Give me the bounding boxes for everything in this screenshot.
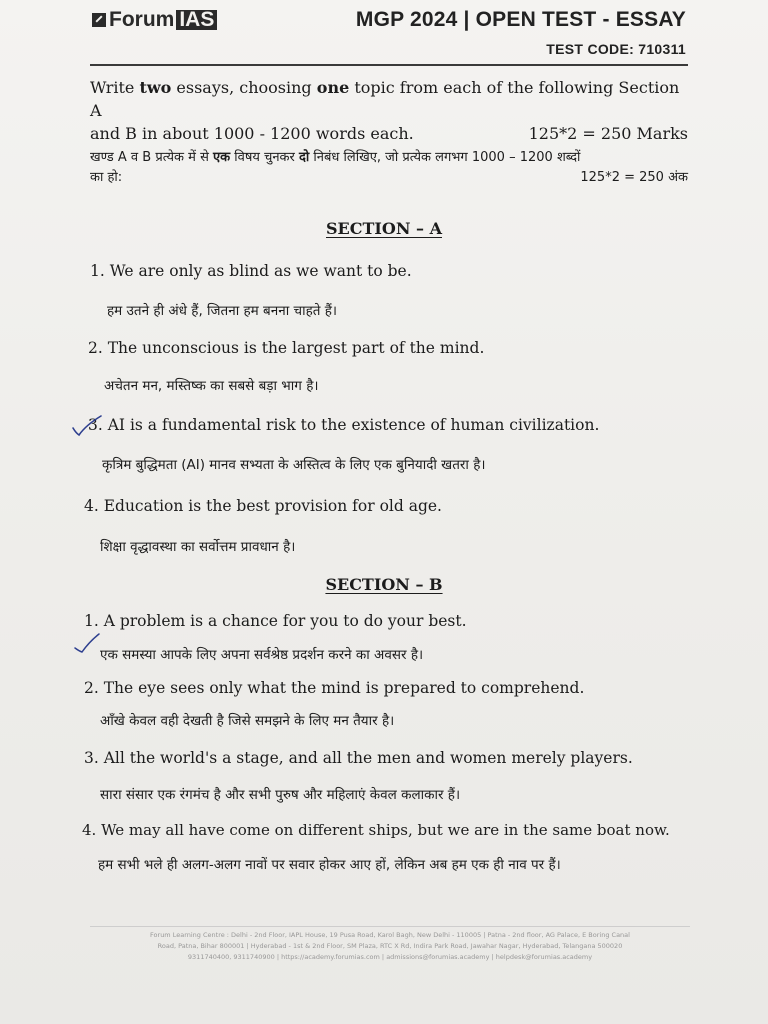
footer-contact-info — [90, 926, 690, 963]
instr-text: खण्ड A व B प्रत्येक में से — [90, 150, 213, 165]
instr-emphasis-one: one — [316, 78, 350, 97]
instructions-hindi — [90, 148, 688, 188]
section-a-question-3: 3. AI is a fundamental risk to the existence of human civilization. — [88, 416, 600, 434]
section-a-heading: SECTION – A — [326, 219, 442, 238]
section-b-question-2-hindi: आँखे केवल वही देखती है जिसे समझने के लिए मन तैयार है। — [100, 713, 395, 729]
logo-text: Forum — [109, 8, 175, 31]
instr-emphasis-ek: एक — [212, 150, 231, 165]
arrow-logo-icon — [92, 13, 106, 27]
marks-hindi: 125*2 = 250 अंक — [580, 170, 688, 185]
instr-text: topic from each of the following Section A — [90, 78, 680, 120]
section-b-question-4: 4. We may all have come on different ships, but we are in the same boat now. — [82, 821, 670, 839]
instr-text: निबंध लिखिए, जो प्रत्येक लगभग 1000 – 1200 शब्दों — [309, 150, 581, 165]
section-b-question-4-hindi: हम सभी भले ही अलग-अलग नावों पर सवार होकर आए हों, लेकिन अब हम एक ही नाव पर हैं। — [98, 857, 561, 873]
instr-emphasis-do: दो — [299, 150, 310, 165]
instr-text: विषय चुनकर — [230, 150, 299, 165]
instr-text: का हो: — [90, 170, 123, 185]
instr-text: and B in about 1000 - 1200 words each. — [90, 124, 414, 143]
section-a-question-4: 4. Education is the best provision for old age. — [84, 497, 442, 515]
section-a-question-2-hindi: अचेतन मन, मस्तिष्क का सबसे बड़ा भाग है। — [104, 378, 319, 394]
marks-english: 125*2 = 250 Marks — [528, 124, 688, 143]
exam-title: MGP 2024 | OPEN TEST - ESSAY — [355, 8, 686, 31]
section-a-question-4-hindi: शिक्षा वृद्धावस्था का सर्वोत्तम प्रावधान है। — [100, 539, 296, 555]
section-b-question-1-hindi: एक समस्या आपके लिए अपना सर्वश्रेष्ठ प्रदर्शन करने का अवसर है। — [100, 647, 424, 663]
instructions-hindi-line-2 — [90, 168, 688, 188]
instr-emphasis-two: two — [139, 78, 172, 97]
pen-tick-mark-icon — [70, 413, 104, 439]
section-b-question-1: 1. A problem is a chance for you to do your best. — [84, 612, 467, 630]
instructions-hindi-line-1 — [90, 148, 688, 168]
section-b-question-2: 2. The eye sees only what the mind is prepared to comprehend. — [84, 679, 585, 697]
section-b-question-3: 3. All the world's a stage, and all the men and women merely players. — [84, 749, 633, 767]
section-a-question-1-hindi: हम उतने ही अंधे हैं, जितना हम बनना चाहते हैं। — [107, 303, 338, 319]
instructions-line-2 — [90, 122, 688, 145]
logo-suffix: IAS — [176, 10, 217, 30]
footer-line-3: 9311740400, 9311740900 | https://academy.forumias.com | admissions@forumias.academy | helpdesk@forumias.academy — [187, 953, 593, 961]
footer-line-2: Road, Patna, Bihar 800001 | Hyderabad - 1st & 2nd Floor, SM Plaza, RTC X Rd, Indira Park Road, Jawahar Nagar, Hyderabad, Telangana 500020 — [157, 942, 623, 950]
instructions-english — [90, 76, 688, 145]
instr-text: Write — [90, 78, 140, 97]
pen-tick-mark-icon — [72, 631, 102, 655]
section-a-question-2: 2. The unconscious is the largest part of the mind. — [88, 339, 485, 357]
footer-line-1: Forum Learning Centre : Delhi - 2nd Floor, IAPL House, 19 Pusa Road, Karol Bagh, New Delhi - 110005 | Patna - 2nd floor, AG Palace, E Boring Canal — [150, 931, 630, 939]
section-a-question-3-hindi: कृत्रिम बुद्धिमता (AI) मानव सभ्यता के अस्तित्व के लिए एक बुनियादी खतरा है। — [102, 457, 486, 473]
test-code: TEST CODE: 710311 — [546, 41, 686, 57]
section-b-question-3-hindi: सारा संसार एक रंगमंच है और सभी पुरुष और महिलाएं केवल कलाकार हैं। — [100, 787, 461, 803]
header-right — [356, 8, 686, 57]
section-b-heading: SECTION – B — [325, 575, 443, 594]
forum-ias-logo — [92, 8, 217, 32]
section-a-question-1: 1. We are only as blind as we want to be. — [90, 262, 412, 280]
header-divider — [90, 64, 688, 66]
instr-text: essays, choosing — [171, 78, 317, 97]
instructions-line-1 — [90, 76, 688, 122]
